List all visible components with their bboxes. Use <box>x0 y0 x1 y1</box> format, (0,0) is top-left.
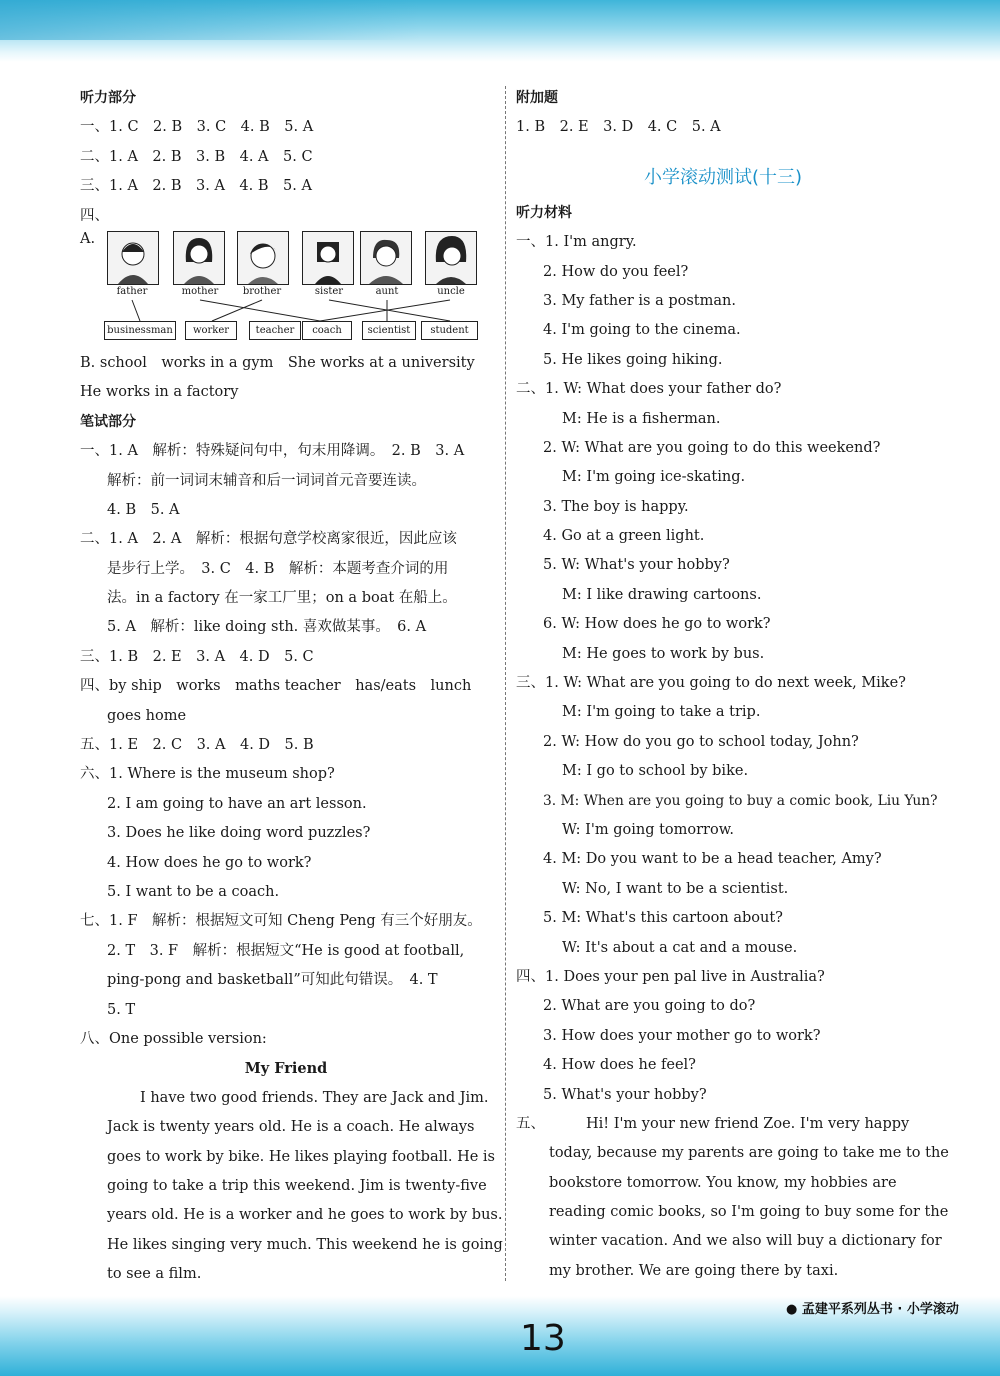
section-title: 小学滚动测试(十三) <box>643 166 803 188</box>
job-box: teacher <box>249 321 301 340</box>
passage-line: my brother. We are going there by taxi. <box>549 1262 839 1279</box>
essay-line: He likes singing very much. This weekend he is going <box>107 1236 503 1253</box>
essay-line: Jack is twenty years old. He is a coach. He always <box>107 1119 475 1136</box>
right-column <box>516 84 949 1286</box>
answer-line: 三、1. B 2. E 3. A 4. D 5. C <box>80 648 314 665</box>
answer-line: goes home <box>107 707 187 724</box>
top-decorative-band <box>0 0 1000 62</box>
passage-line: today, because my parents are going to take me to the <box>549 1145 949 1162</box>
passage-label: 五、 <box>516 1115 545 1132</box>
script-line: M: I like drawing cartoons. <box>562 586 762 603</box>
script-line: 三、1. W: What are you going to do next week, Mike? <box>516 675 906 692</box>
job-box: scientist <box>362 321 416 340</box>
answer-line: 三、1. A 2. B 3. A 4. B 5. A <box>80 178 312 195</box>
script-line: 4. I'm going to the cinema. <box>543 322 741 339</box>
script-line: M: I'm going ice-skating. <box>562 469 746 486</box>
script-line: 3. My father is a postman. <box>543 292 736 309</box>
passage-line: reading comic books, so I'm going to buy some for the <box>549 1204 949 1221</box>
script-line: M: I go to school by bike. <box>562 763 749 780</box>
script-line: 3. The boy is happy. <box>543 498 689 515</box>
person-label: aunt <box>375 285 399 297</box>
extra-heading: 附加题 <box>516 90 558 106</box>
job-box: worker <box>185 321 237 340</box>
script-line: M: He goes to work by bus. <box>562 645 765 662</box>
essay-line: I have two good friends. They are Jack and Jim. <box>140 1089 489 1106</box>
passage-line: bookstore tomorrow. You know, my hobbies are <box>549 1174 897 1191</box>
written-heading: 笔试部分 <box>80 413 136 430</box>
answer-line: 二、1. A 2. B 3. B 4. A 5. C <box>80 148 313 165</box>
job-box: coach <box>302 321 352 340</box>
answer-line: 4. How does he go to work? <box>107 854 312 871</box>
answer-line: 四、by ship works maths teacher has/eats lunch <box>80 678 472 695</box>
passage-line: winter vacation. And we also will buy a dictionary for <box>549 1233 942 1250</box>
script-line: 2. W: What are you going to do this weekend? <box>543 439 881 456</box>
essay-title: My Friend <box>244 1060 328 1078</box>
script-line: 2. W: How do you go to school today, John? <box>543 733 859 750</box>
listening-heading: 听力部分 <box>80 90 136 106</box>
column-divider <box>505 86 506 1281</box>
script-line: 2. How do you feel? <box>543 263 689 280</box>
answer-line: 四、 <box>80 207 109 224</box>
answer-line: 一、1. C 2. B 3. C 4. B 5. A <box>80 119 314 136</box>
answer-line: 五、1. E 2. C 3. A 4. D 5. B <box>80 737 314 754</box>
matching-figure <box>80 231 492 349</box>
script-line: 3. M: When are you going to buy a comic book, Liu Yun? <box>543 792 938 809</box>
script-line: 5. What's your hobby? <box>543 1086 707 1103</box>
answer-line: B. school works in a gym She works at a university <box>80 354 475 371</box>
script-line: W: I'm going tomorrow. <box>562 821 735 838</box>
answer-line: 5. A 解析：like doing sth. 喜欢做某事。 6. A <box>107 619 427 636</box>
script-line: M: I'm going to take a trip. <box>562 704 761 721</box>
job-box: student <box>421 321 478 340</box>
passage-first-line <box>516 1110 930 1139</box>
figure-label: A. <box>80 230 96 247</box>
script-line: 5. He likes going hiking. <box>543 351 723 368</box>
person-label: mother <box>181 285 219 297</box>
script-line: 4. M: Do you want to be a head teacher, Amy? <box>543 851 882 868</box>
answer-line: ping-pong and basketball”可知此句错误。 4. T <box>107 972 438 989</box>
essay-line: goes to work by bike. He likes playing football. He is <box>107 1148 496 1165</box>
material-heading: 听力材料 <box>516 204 572 221</box>
script-line: W: No, I want to be a scientist. <box>562 880 789 897</box>
script-line: 2. What are you going to do? <box>543 998 756 1015</box>
person-label: brother <box>242 285 282 297</box>
person-label: sister <box>314 285 344 297</box>
answer-line: 1. B 2. E 3. D 4. C 5. A <box>516 119 721 136</box>
answer-line: He works in a factory <box>80 384 239 401</box>
answer-line: 解析：前一词词末辅音和后一词词首元音要连读。 <box>107 472 426 489</box>
answer-line: 是步行上学。 3. C 4. B 解析：本题考查介词的用 <box>107 560 449 577</box>
answer-line: 2. I am going to have an art lesson. <box>107 795 367 812</box>
script-line: 5. W: What's your hobby? <box>543 557 730 574</box>
answer-line: 2. T 3. F 解析：根据短文“He is good at football, <box>107 942 465 959</box>
script-line: 5. M: What's this cartoon about? <box>543 910 783 927</box>
series-label: ● 孟建平系列丛书 · 小学滚动 <box>786 1302 959 1317</box>
answer-line: 法。in a factory 在一家工厂里；on a boat 在船上。 <box>107 590 457 607</box>
answer-line: 一、1. A 解析：特殊疑问句中，句末用降调。 2. B 3. A <box>80 443 465 460</box>
script-line: W: It's about a cat and a mouse. <box>562 939 798 956</box>
essay-line: to see a film. <box>107 1266 202 1283</box>
answer-line: 八、One possible version: <box>80 1030 267 1047</box>
answer-line: 4. B 5. A <box>107 501 180 518</box>
answer-line: 六、1. Where is the museum shop? <box>80 766 335 783</box>
page-number: 13 <box>520 1318 566 1359</box>
answer-line: 5. T <box>107 1001 136 1018</box>
essay-line: going to take a trip this weekend. Jim is twenty-five <box>107 1177 487 1194</box>
script-line: 4. Go at a green light. <box>543 528 705 545</box>
answer-line: 二、1. A 2. A 解析：根据句意学校离家很近，因此应该 <box>80 531 457 548</box>
script-line: 一、1. I'm angry. <box>516 234 637 251</box>
essay-line: years old. He is a worker and he goes to work by bus. <box>107 1207 503 1224</box>
script-line: 3. How does your mother go to work? <box>543 1027 821 1044</box>
left-column <box>80 84 503 1289</box>
answer-line: 5. I want to be a coach. <box>107 883 280 900</box>
script-line: 四、1. Does your pen pal live in Australia? <box>516 968 825 985</box>
passage-line: Hi! I'm your new friend Zoe. I'm very happy <box>586 1115 910 1132</box>
answer-line: 七、1. F 解析：根据短文可知 Cheng Peng 有三个好朋友。 <box>80 913 482 930</box>
person-label: uncle <box>437 285 465 297</box>
person-label: father <box>116 285 148 297</box>
job-box: businessman <box>104 321 176 340</box>
script-line: 4. How does he feel? <box>543 1057 696 1074</box>
answer-line: 3. Does he like doing word puzzles? <box>107 825 371 842</box>
script-line: M: He is a fisherman. <box>562 410 721 427</box>
script-line: 二、1. W: What does your father do? <box>516 381 782 398</box>
script-line: 6. W: How does he go to work? <box>543 616 771 633</box>
